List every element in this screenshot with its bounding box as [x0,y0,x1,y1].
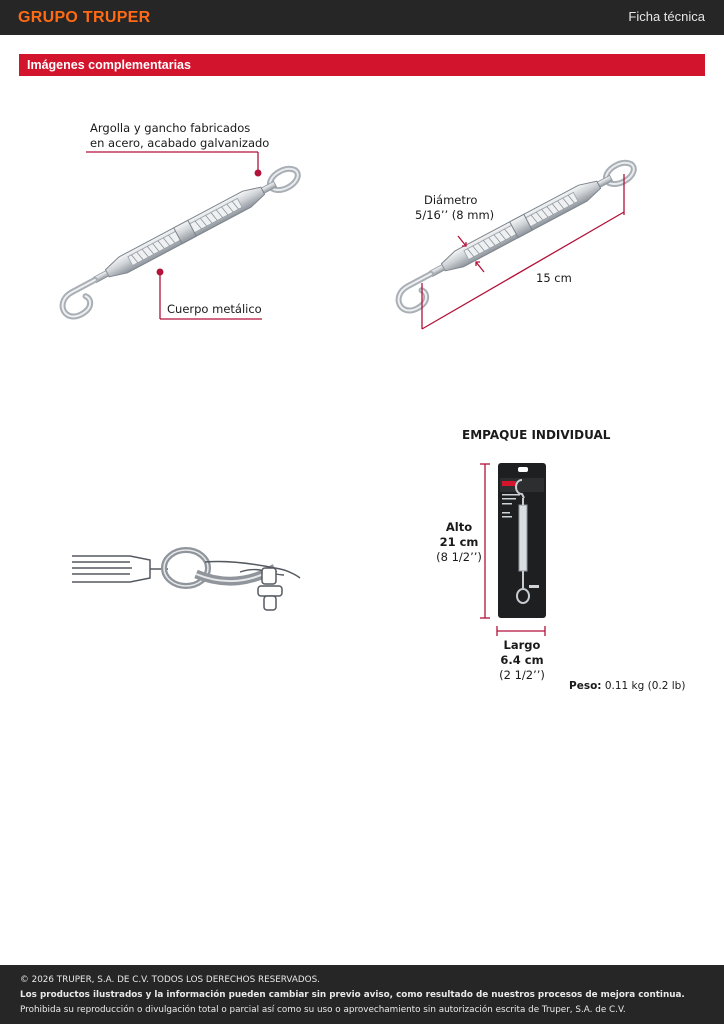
turnbuckle-illustration-left [54,164,309,320]
diameter-metric: (8 mm) [451,208,495,222]
material-callout [90,121,290,151]
material-callout-line1: Argolla y gancho fabricados [90,121,251,135]
package-width-in: (2 1/2’’) [499,668,545,682]
body-callout: Cuerpo metálico [167,302,262,316]
footer-copyright: © 2026 TRUPER, S.A. DE C.V. TODOS LOS DERECHOS RESERVADOS. [20,975,320,985]
package-illustration [498,463,546,618]
weight-value: 0.11 kg (0.2 lb) [604,680,686,692]
package-title: EMPAQUE INDIVIDUAL [462,428,611,442]
diameter-callout-value [415,208,494,223]
package-weight [569,679,685,694]
package-height-cm: 21 cm [439,535,479,549]
footer-legal: Prohibida su reproducción o divulgación total o parcial así como su uso o aprovechamiento sin autorización escrita de Truper, S.A. de C.V. [20,1005,626,1015]
usage-illustration [72,550,300,610]
turnbuckle-illustration-right [390,158,645,314]
diameter-imperial: 5/16’’ [415,208,449,222]
material-callout-line2: en acero, acabado galvanizado [90,136,270,150]
length-callout: 15 cm [536,271,572,285]
brand-logo: GRUPO TRUPER [18,9,151,26]
document-type-label: Ficha técnica [628,9,705,24]
diameter-callout-label: Diámetro [424,193,478,207]
package-height-in: (8 1/2’’) [436,550,482,564]
footer [0,965,724,1024]
package-width-cm: 6.4 cm [500,653,544,667]
footer-notice: Los productos ilustrados y la información pueden cambiar sin previo aviso, como resultado de nuestros procesos de mejora continua. [20,990,685,1000]
section-title: Imágenes complementarias [27,58,191,72]
package-width-label: Largo [503,638,541,652]
weight-label: Peso: [569,680,602,692]
package-height-label: Alto [445,520,473,534]
